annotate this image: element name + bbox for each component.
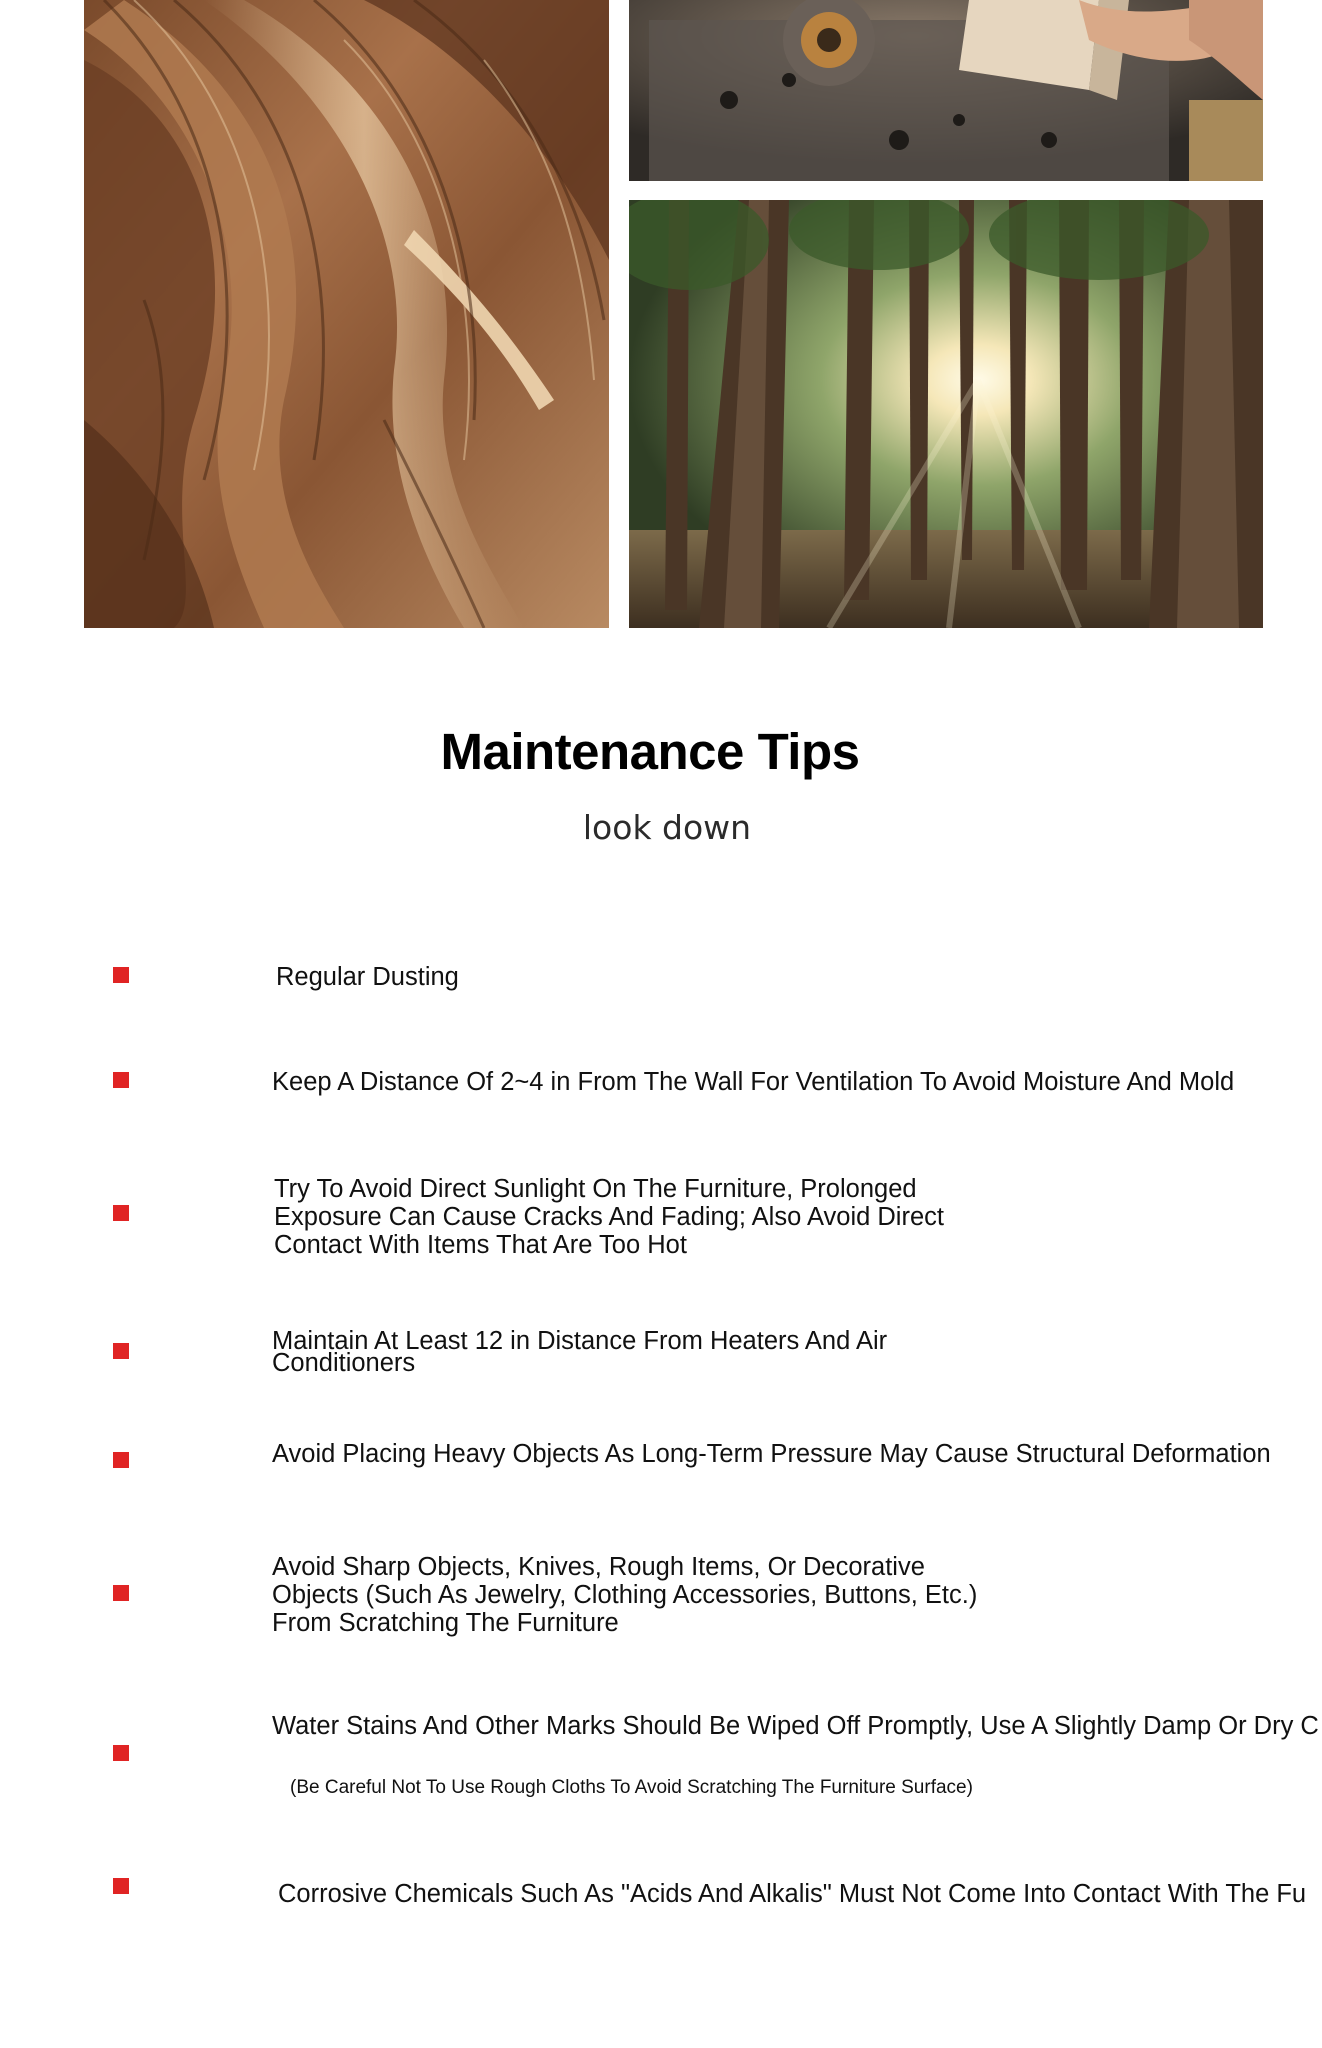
bullet-marker: [113, 1878, 129, 1894]
bullet-marker: [113, 1452, 129, 1468]
tip-text: [272, 1327, 888, 1377]
section-title: Maintenance Tips: [440, 723, 860, 780]
bullet-marker: [113, 1343, 129, 1359]
tip-line: Avoid Sharp Objects, Knives, Rough Items, Or Decorative: [272, 1553, 925, 1581]
tip-text: [278, 1880, 1306, 1908]
tip-note: (Be Careful Not To Use Rough Cloths To Avoid Scratching The Furniture Surface): [290, 1777, 973, 1798]
tip-line: Contact With Items That Are Too Hot: [274, 1231, 687, 1259]
tip-line: Corrosive Chemicals Such As "Acids And Alkalis" Must Not Come Into Contact With The Fu: [278, 1880, 1307, 1908]
tip-line: Avoid Placing Heavy Objects As Long-Term Pressure May Cause Structural Deformation: [272, 1440, 1271, 1468]
wood-bark-photo: [84, 0, 609, 628]
tip-line: From Scratching The Furniture: [272, 1609, 619, 1637]
tip-text: [274, 1175, 944, 1259]
bullet-marker: [113, 1072, 129, 1088]
bullet-marker: [113, 1205, 129, 1221]
tip-line: Conditioners: [272, 1349, 416, 1377]
bullet-marker: [113, 1745, 129, 1761]
tip-line: Objects (Such As Jewelry, Clothing Accessories, Buttons, Etc.): [272, 1581, 978, 1609]
tip-line: Try To Avoid Direct Sunlight On The Furniture, Prolonged: [274, 1175, 917, 1203]
tip-text: [272, 1440, 1271, 1468]
tip-line: Keep A Distance Of 2~4 in From The Wall For Ventilation To Avoid Moisture And Mold: [272, 1068, 1235, 1096]
tip-text: [276, 963, 459, 991]
section-subtitle: look down: [582, 808, 752, 847]
tip-text: [272, 1712, 1319, 1740]
tip-line: Exposure Can Cause Cracks And Fading; Also Avoid Direct: [274, 1203, 944, 1231]
tip-line: Maintain At Least 12 in Distance From Heaters And Air: [272, 1327, 888, 1355]
tip-text: [272, 1553, 977, 1637]
tip-text: [272, 1068, 1234, 1096]
bullet-marker: [113, 1585, 129, 1601]
router-photo: [629, 0, 1263, 181]
bullet-marker: [113, 967, 129, 983]
forest-photo: [629, 200, 1263, 628]
tip-line: Water Stains And Other Marks Should Be Wiped Off Promptly, Use A Slightly Damp Or Dry C: [272, 1712, 1319, 1740]
tip-line: Regular Dusting: [276, 963, 459, 991]
